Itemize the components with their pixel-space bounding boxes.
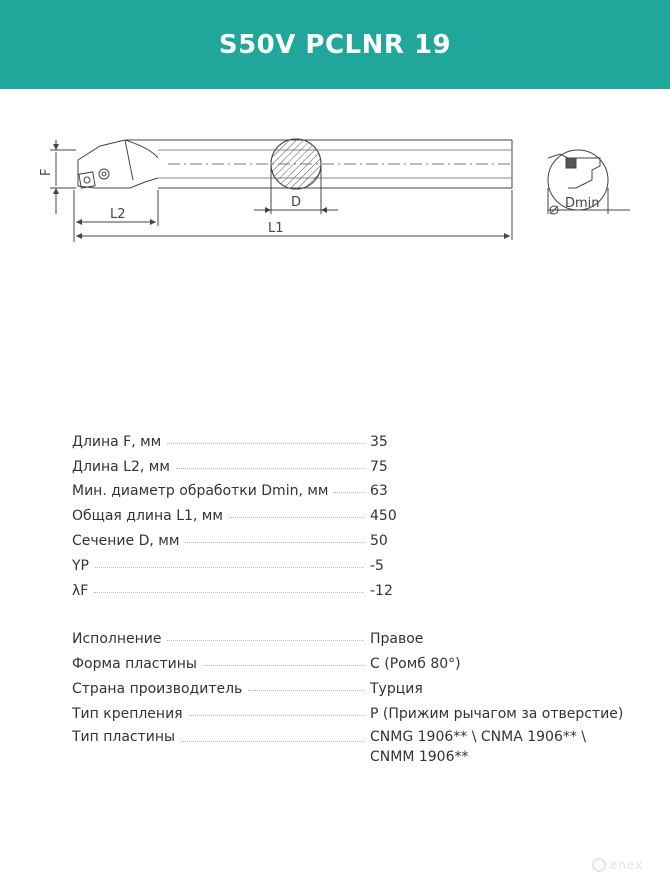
spec-label: Мин. диаметр обработки Dmin, мм [72, 483, 329, 500]
spec-row [72, 524, 632, 549]
spec-value: -12 [370, 582, 393, 599]
spec-label: Тип пластины [72, 728, 176, 745]
spec-value: 50 [370, 532, 388, 549]
spec-label: Исполнение [72, 631, 162, 648]
dot-leader [167, 640, 364, 641]
spec-row [72, 549, 632, 574]
dot-leader [167, 443, 364, 444]
spec-label: Тип крепления [72, 705, 183, 722]
dot-leader [176, 468, 364, 469]
spec-row [72, 697, 632, 722]
tool-drawing [0, 118, 670, 258]
label-L2: L2 [110, 207, 126, 222]
label-D: D [291, 195, 302, 210]
dot-leader [334, 492, 364, 493]
dot-leader [203, 665, 364, 666]
spec-label: Форма пластины [72, 656, 197, 673]
spec-label: Сечение D, мм [72, 532, 180, 549]
spec-value: C (Ромб 80°) [370, 656, 461, 673]
label-L1: L1 [268, 221, 284, 236]
spec-value: -5 [370, 557, 384, 574]
dot-leader [229, 517, 364, 518]
dot-leader [189, 715, 364, 716]
spec-value: 450 [370, 508, 397, 525]
spec-row [72, 499, 632, 524]
spec-row [72, 672, 632, 697]
spec-label: Страна производитель [72, 680, 243, 697]
spec-table [72, 425, 632, 767]
spec-row [72, 475, 632, 500]
dot-leader [248, 690, 364, 691]
spec-label: YP [72, 557, 89, 574]
spec-value: Правое [370, 631, 424, 648]
spec-label: Длина L2, мм [72, 458, 170, 475]
spec-label: λF [72, 582, 89, 599]
spec-row [72, 623, 632, 648]
label-Dmin: Dmin [565, 196, 600, 211]
dot-leader [94, 592, 364, 593]
spec-label: Общая длина L1, мм [72, 508, 223, 525]
spec-row [72, 647, 632, 672]
spec-row [72, 574, 632, 599]
spec-value: P (Прижим рычагом за отверстие) [370, 705, 624, 722]
spec-row [72, 450, 632, 475]
spec-value: 63 [370, 483, 388, 500]
spec-value: 75 [370, 458, 388, 475]
logo-ring-icon [592, 858, 606, 872]
logo-text: enex [610, 858, 644, 872]
spec-value: 35 [370, 433, 388, 450]
spec-value: Турция [370, 680, 423, 697]
label-F: F [39, 168, 54, 176]
page-header [0, 0, 670, 89]
spec-row [72, 425, 632, 450]
dot-leader [185, 542, 364, 543]
dot-leader [181, 741, 364, 742]
enex-logo [592, 853, 662, 877]
group-spacer [72, 599, 632, 623]
spec-label: Длина F, мм [72, 433, 162, 450]
dot-leader [95, 567, 364, 568]
page-title: S50V PCLNR 19 [218, 29, 452, 60]
spec-row [72, 722, 632, 767]
spec-value: CNMG 1906** \ CNMA 1906** \ CNMM 1906** [370, 728, 587, 765]
